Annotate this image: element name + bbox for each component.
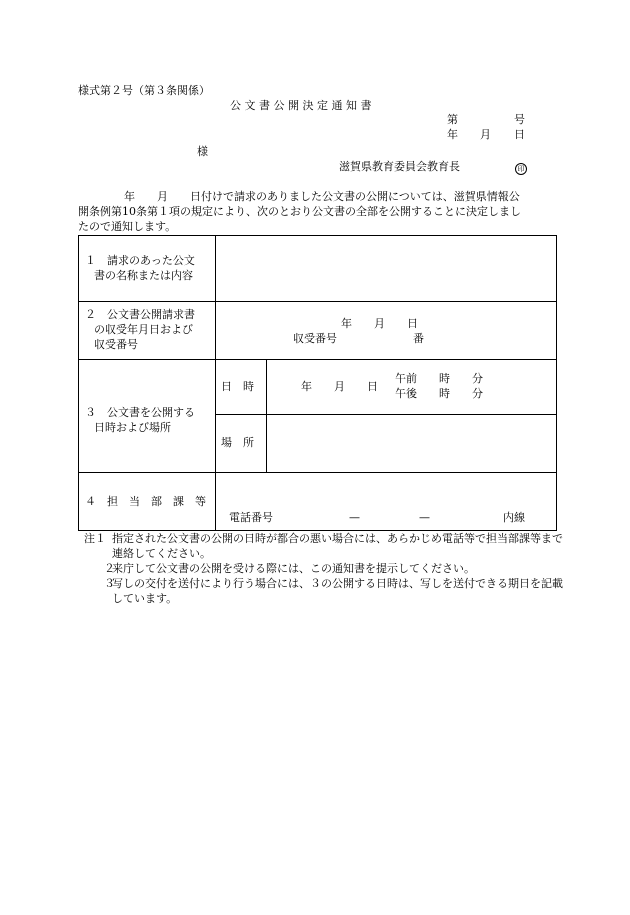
row3-label-line2: 日時および場所 [94, 421, 171, 434]
table-row [79, 473, 557, 531]
datetime-label-cell [216, 360, 267, 415]
row1-label-line2: 書の名称または内容 [94, 269, 193, 282]
table-row [79, 302, 557, 360]
seal-icon: 印 [515, 163, 527, 175]
document-title: 公 文 書 公 開 決 定 通 知 書 [230, 99, 372, 112]
row1-label-cell [79, 236, 216, 302]
row2-label-line1: ２ 公文書公開請求書 [85, 308, 195, 321]
row2-label-line3: 収受番号 [94, 338, 138, 351]
department-field[interactable] [216, 473, 557, 531]
disclosure-time-am: 午前 時 分 [395, 372, 483, 385]
table-row [79, 360, 557, 415]
addressee-honorific: 様 [197, 145, 208, 158]
reception-number-label: 収受番号 [293, 332, 337, 345]
note-number: ２ [104, 562, 115, 575]
phone-dash-2: — [419, 511, 430, 524]
place-field[interactable] [267, 415, 557, 473]
row4-label: ４ 担 当 部 課 等 [85, 495, 206, 508]
note-text: 来庁して公文書の公開を受ける際には、この通知書を提示してください。 [112, 562, 475, 575]
note-text: 指定された公文書の公開の日時が都合の悪い場合には、あらかじめ電話等で担当部課等まで連絡してください。 [112, 532, 563, 560]
number-suffix: 号 [514, 113, 525, 126]
body-line-2: 開条例第10条第１項の規定により、次のとおり公文書の全部を公開することに決定しまし [78, 205, 521, 218]
seal-mark [515, 161, 527, 175]
row1-label-line1: １ 請求のあった公文 [85, 254, 195, 267]
issuer-name: 滋賀県教育委員会教育長 [339, 160, 460, 173]
notes-section [84, 531, 564, 606]
reception-info-field[interactable] [216, 302, 557, 360]
body-line-3: たので通知します。 [78, 220, 177, 233]
number-prefix: 第 [447, 113, 458, 126]
body-line-1: 年 月 日付けで請求のありました公文書の公開については、滋賀県情報公 [124, 190, 520, 203]
disclosure-date: 年 月 日 [301, 380, 378, 393]
note-number: 注１ [84, 532, 106, 545]
date-year: 年 [447, 128, 458, 141]
note-item [84, 561, 564, 576]
row3-label-line1: ３ 公文書を公開する [85, 406, 195, 419]
date-month: 月 [480, 128, 491, 141]
row2-label-line2: の収受年月日および [94, 323, 193, 336]
phone-extension-label: 内線 [503, 511, 525, 524]
note-item [84, 531, 564, 561]
row4-label-cell [79, 473, 216, 531]
form-number: 様式第２号（第３条関係） [78, 84, 210, 97]
place-label: 場 所 [221, 436, 254, 449]
date-day: 日 [514, 128, 525, 141]
note-number: ３ [104, 577, 115, 590]
place-label-cell [216, 415, 267, 473]
document-name-field[interactable] [216, 236, 557, 302]
datetime-label: 日 時 [221, 380, 254, 393]
phone-dash-1: — [349, 511, 360, 524]
datetime-field[interactable] [267, 360, 557, 415]
disclosure-time-pm: 午後 時 分 [395, 387, 483, 400]
note-text: 写しの交付を送付により行う場合には、３の公開する日時は、写しを送付できる期日を記載しています。 [112, 577, 563, 605]
form-table [78, 235, 557, 531]
row3-label-cell [79, 360, 216, 473]
reception-date: 年 月 日 [341, 317, 418, 330]
row2-label-cell [79, 302, 216, 360]
reception-number-suffix: 番 [413, 332, 424, 345]
note-item [84, 576, 564, 606]
phone-label: 電話番号 [229, 511, 273, 524]
table-row [79, 236, 557, 302]
